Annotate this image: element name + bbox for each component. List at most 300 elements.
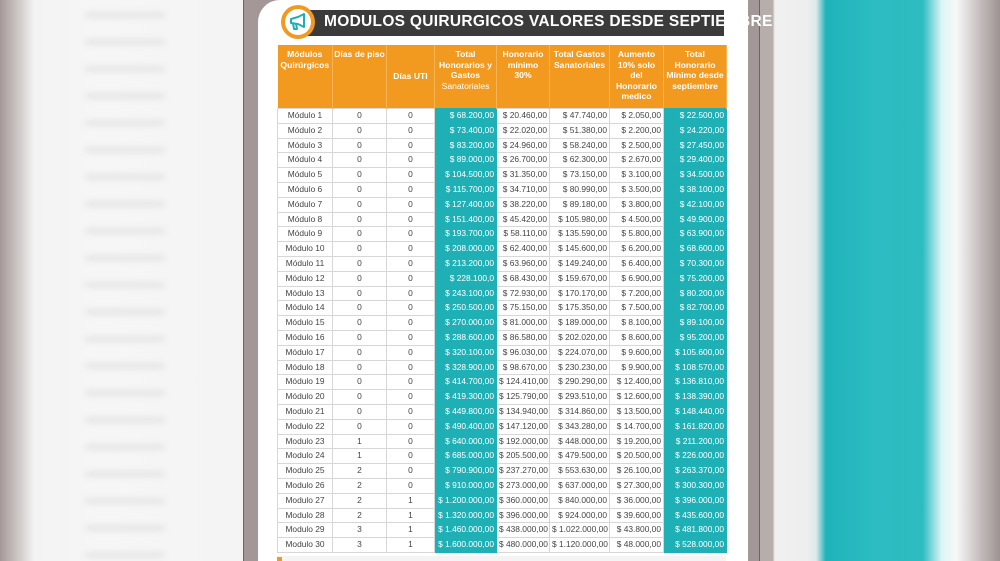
cell-total-gastos: $ 170.170,00 (550, 286, 610, 301)
cell-aumento: $ 39.600,00 (610, 508, 664, 523)
cell-modulo: Modulo 21 (278, 404, 333, 419)
cell-total-gastos: $ 1.120.000,00 (550, 538, 610, 553)
cell-dias-piso: 2 (333, 508, 387, 523)
table-row (278, 301, 727, 316)
cell-honorario-minimo: $ 26.700,00 (497, 153, 550, 168)
cell-total-honorarios: $ 83.200,00 (435, 138, 497, 153)
cell-dias-uti: 0 (387, 360, 435, 375)
table-row (278, 478, 727, 493)
cell-dias-piso: 0 (333, 227, 387, 242)
cell-honorario-minimo: $ 72.930,00 (497, 286, 550, 301)
cell-total-honorario-minimo: $ 27.450,00 (664, 138, 727, 153)
blurred-row (85, 12, 165, 18)
cell-total-honorario-minimo: $ 211.200,00 (664, 434, 727, 449)
cell-total-honorario-minimo: $ 38.100,00 (664, 182, 727, 197)
cell-dias-uti: 0 (387, 286, 435, 301)
cell-total-honorario-minimo: $ 136.810,00 (664, 375, 727, 390)
cell-total-gastos: $ 924.000,00 (550, 508, 610, 523)
cell-modulo: Modulo 25 (278, 464, 333, 479)
cell-modulo: Modulo 30 (278, 538, 333, 553)
cell-modulo: Módulo 5 (278, 168, 333, 183)
cell-total-honorario-minimo: $ 63.900,00 (664, 227, 727, 242)
header-honorario-minimo: Honorario mínimo 30% (497, 45, 550, 109)
cell-dias-uti: 0 (387, 464, 435, 479)
blurred-row (85, 444, 165, 450)
blurred-background-right (758, 0, 1000, 561)
cell-honorario-minimo: $ 124.410,00 (497, 375, 550, 390)
cell-total-honorario-minimo: $ 80.200,00 (664, 286, 727, 301)
cell-aumento: $ 12.400,00 (610, 375, 664, 390)
cell-dias-piso: 0 (333, 212, 387, 227)
cell-modulo: Modulo 23 (278, 434, 333, 449)
cell-honorario-minimo: $ 192.000,00 (497, 434, 550, 449)
cell-honorario-minimo: $ 31.350,00 (497, 168, 550, 183)
cell-aumento: $ 2.500,00 (610, 138, 664, 153)
cell-honorario-minimo: $ 205.500,00 (497, 449, 550, 464)
cell-honorario-minimo: $ 34.710,00 (497, 182, 550, 197)
blurred-row (85, 525, 165, 531)
cell-total-honorarios: $ 213.200,00 (435, 256, 497, 271)
cell-aumento: $ 6.400,00 (610, 256, 664, 271)
table-row (278, 523, 727, 538)
cell-total-honorarios: $ 151.400,00 (435, 212, 497, 227)
cell-dias-uti: 0 (387, 197, 435, 212)
cell-modulo: Modulo 24 (278, 449, 333, 464)
blurred-row (85, 417, 165, 423)
cell-dias-uti: 1 (387, 508, 435, 523)
footer-strip (277, 556, 726, 561)
blurred-row (85, 228, 165, 234)
cell-total-honorario-minimo: $ 435.600,00 (664, 508, 727, 523)
cell-aumento: $ 9.600,00 (610, 345, 664, 360)
cell-honorario-minimo: $ 63.960,00 (497, 256, 550, 271)
cell-dias-piso: 2 (333, 478, 387, 493)
cell-total-honorarios: $ 1.200.000,00 (435, 493, 497, 508)
blurred-row (85, 390, 165, 396)
cell-total-honorarios: $ 250.500,00 (435, 301, 497, 316)
header-modulos: Módulos Quirúrgicos (278, 45, 333, 109)
cell-total-gastos: $ 479.500,00 (550, 449, 610, 464)
cell-dias-piso: 0 (333, 360, 387, 375)
cell-total-honorarios: $ 288.600,00 (435, 330, 497, 345)
table-row (278, 345, 727, 360)
cell-total-honorario-minimo: $ 24.220,00 (664, 123, 727, 138)
table-row (278, 508, 727, 523)
cell-dias-piso: 2 (333, 464, 387, 479)
cell-total-honorario-minimo: $ 226.000,00 (664, 449, 727, 464)
cell-aumento: $ 7.500,00 (610, 301, 664, 316)
cell-total-honorarios: $ 1.320.000,00 (435, 508, 497, 523)
cell-honorario-minimo: $ 125.790,00 (497, 390, 550, 405)
cell-dias-uti: 0 (387, 109, 435, 124)
cell-modulo: Módulo 14 (278, 301, 333, 316)
blurred-row (85, 201, 165, 207)
modules-table (277, 45, 727, 553)
cell-total-gastos: $ 135.590,00 (550, 227, 610, 242)
cell-total-honorarios: $ 910.000,00 (435, 478, 497, 493)
cell-aumento: $ 5.800,00 (610, 227, 664, 242)
cell-total-honorarios: $ 127.400,00 (435, 197, 497, 212)
blurred-row (85, 255, 165, 261)
cell-total-gastos: $ 58.240,00 (550, 138, 610, 153)
cell-total-honorarios: $ 115.700,00 (435, 182, 497, 197)
cell-dias-uti: 0 (387, 478, 435, 493)
cell-total-gastos: $ 293.510,00 (550, 390, 610, 405)
blurred-row (85, 498, 165, 504)
cell-total-gastos: $ 89.180,00 (550, 197, 610, 212)
cell-modulo: Modulo 29 (278, 523, 333, 538)
cell-dias-piso: 1 (333, 449, 387, 464)
cell-total-honorarios: $ 414.700,00 (435, 375, 497, 390)
cell-modulo: Módulo 18 (278, 360, 333, 375)
blurred-row (85, 66, 165, 72)
cell-total-gastos: $ 149.240,00 (550, 256, 610, 271)
cell-total-honorarios: $ 208.000,00 (435, 242, 497, 257)
cell-aumento: $ 26.100,00 (610, 464, 664, 479)
cell-modulo: Módulo 2 (278, 123, 333, 138)
cell-modulo: Módulo 17 (278, 345, 333, 360)
blurred-row (85, 147, 165, 153)
cell-total-honorarios: $ 1.600.000,00 (435, 538, 497, 553)
cell-dias-uti: 0 (387, 182, 435, 197)
table-row (278, 271, 727, 286)
cell-modulo: Módulo 4 (278, 153, 333, 168)
table-row (278, 375, 727, 390)
cell-modulo: Módulo 12 (278, 271, 333, 286)
cell-modulo: Módulo 13 (278, 286, 333, 301)
megaphone-icon (281, 5, 315, 39)
table-row (278, 493, 727, 508)
table-row (278, 197, 727, 212)
cell-dias-piso: 0 (333, 301, 387, 316)
cell-total-gastos: $ 314.860,00 (550, 404, 610, 419)
cell-honorario-minimo: $ 237.270,00 (497, 464, 550, 479)
cell-aumento: $ 6.900,00 (610, 271, 664, 286)
blurred-row (85, 120, 165, 126)
header-total-honorarios-line2: Sanatoriales (441, 80, 490, 91)
header-total-honorario-minimo: Total Honorario Mínimo desde septiembre (664, 45, 727, 109)
cell-honorario-minimo: $ 480.000,00 (497, 538, 550, 553)
cell-modulo: Módulo 19 (278, 375, 333, 390)
cell-total-honorarios: $ 193.700,00 (435, 227, 497, 242)
cell-dias-uti: 0 (387, 330, 435, 345)
cell-total-gastos: $ 175.350,00 (550, 301, 610, 316)
cell-aumento: $ 3.100,00 (610, 168, 664, 183)
cell-aumento: $ 27.300,00 (610, 478, 664, 493)
cell-total-honorario-minimo: $ 396.000,00 (664, 493, 727, 508)
cell-total-honorario-minimo: $ 481.800,00 (664, 523, 727, 538)
cell-dias-piso: 1 (333, 434, 387, 449)
cell-total-honorarios: $ 270.000,00 (435, 316, 497, 331)
table-row (278, 316, 727, 331)
cell-dias-piso: 0 (333, 138, 387, 153)
cell-dias-piso: 0 (333, 330, 387, 345)
cell-total-gastos: $ 290.290,00 (550, 375, 610, 390)
cell-aumento: $ 48.000,00 (610, 538, 664, 553)
cell-dias-piso: 0 (333, 345, 387, 360)
cell-total-honorario-minimo: $ 148.440,00 (664, 404, 727, 419)
cell-total-gastos: $ 105.980,00 (550, 212, 610, 227)
cell-total-gastos: $ 159.670,00 (550, 271, 610, 286)
cell-dias-piso: 2 (333, 493, 387, 508)
table-row (278, 212, 727, 227)
cell-dias-uti: 0 (387, 434, 435, 449)
cell-aumento: $ 12.600,00 (610, 390, 664, 405)
cell-modulo: Modulo 28 (278, 508, 333, 523)
cell-aumento: $ 6.200,00 (610, 242, 664, 257)
cell-total-honorarios: $ 790.900,00 (435, 464, 497, 479)
blurred-row (85, 282, 165, 288)
cell-dias-piso: 0 (333, 153, 387, 168)
cell-modulo: Módulo 6 (278, 182, 333, 197)
cell-honorario-minimo: $ 58.110,00 (497, 227, 550, 242)
header-total-honorarios-line1: Total Honorarios y Gastos (438, 49, 492, 80)
cell-modulo: Modulo 26 (278, 478, 333, 493)
blurred-row (85, 174, 165, 180)
cell-modulo: Módulo 1 (278, 109, 333, 124)
cell-dias-piso: 3 (333, 523, 387, 538)
cell-total-gastos: $ 230.230,00 (550, 360, 610, 375)
table-row (278, 286, 727, 301)
table-row (278, 538, 727, 553)
cell-dias-uti: 0 (387, 301, 435, 316)
cell-honorario-minimo: $ 38.220,00 (497, 197, 550, 212)
cell-aumento: $ 19.200,00 (610, 434, 664, 449)
cell-honorario-minimo: $ 134.940,00 (497, 404, 550, 419)
cell-total-honorario-minimo: $ 161.820,00 (664, 419, 727, 434)
cell-dias-uti: 0 (387, 153, 435, 168)
cell-honorario-minimo: $ 81.000,00 (497, 316, 550, 331)
cell-dias-uti: 0 (387, 256, 435, 271)
table-header-row (278, 45, 727, 109)
cell-total-gastos: $ 840.000,00 (550, 493, 610, 508)
cell-dias-uti: 1 (387, 493, 435, 508)
cell-aumento: $ 8.600,00 (610, 330, 664, 345)
cell-dias-uti: 0 (387, 242, 435, 257)
cell-honorario-minimo: $ 98.670,00 (497, 360, 550, 375)
table-row (278, 153, 727, 168)
cell-total-honorarios: $ 228.100,0 (435, 271, 497, 286)
table-row (278, 390, 727, 405)
cell-modulo: Módulo 20 (278, 390, 333, 405)
table-body (278, 109, 727, 553)
cell-dias-piso: 0 (333, 404, 387, 419)
cell-dias-piso: 0 (333, 390, 387, 405)
cell-modulo: Módulo 8 (278, 212, 333, 227)
table-row (278, 256, 727, 271)
cell-aumento: $ 3.800,00 (610, 197, 664, 212)
cell-total-honorarios: $ 449.800,00 (435, 404, 497, 419)
cell-total-honorario-minimo: $ 89.100,00 (664, 316, 727, 331)
cell-total-gastos: $ 73.150,00 (550, 168, 610, 183)
blurred-row (85, 471, 165, 477)
table-row (278, 168, 727, 183)
cell-total-gastos: $ 202.020,00 (550, 330, 610, 345)
cell-aumento: $ 2.200,00 (610, 123, 664, 138)
cell-honorario-minimo: $ 360.000,00 (497, 493, 550, 508)
cell-total-gastos: $ 189.000,00 (550, 316, 610, 331)
cell-total-honorario-minimo: $ 82.700,00 (664, 301, 727, 316)
cell-aumento: $ 2.670,00 (610, 153, 664, 168)
cell-total-honorario-minimo: $ 49.900,00 (664, 212, 727, 227)
cell-dias-piso: 0 (333, 123, 387, 138)
cell-modulo: Módulo 10 (278, 242, 333, 257)
cell-honorario-minimo: $ 273.000,00 (497, 478, 550, 493)
table-row (278, 434, 727, 449)
cell-aumento: $ 14.700,00 (610, 419, 664, 434)
cell-honorario-minimo: $ 24.960,00 (497, 138, 550, 153)
cell-modulo: Modulo 22 (278, 419, 333, 434)
cell-honorario-minimo: $ 396.000,00 (497, 508, 550, 523)
cell-total-gastos: $ 1.022.000,00 (550, 523, 610, 538)
cell-honorario-minimo: $ 62.400,00 (497, 242, 550, 257)
cell-aumento: $ 2.050,00 (610, 109, 664, 124)
table-row (278, 138, 727, 153)
cell-honorario-minimo: $ 147.120,00 (497, 419, 550, 434)
cell-honorario-minimo: $ 438.000,00 (497, 523, 550, 538)
cell-dias-uti: 0 (387, 212, 435, 227)
cell-aumento: $ 4.500,00 (610, 212, 664, 227)
cell-dias-uti: 0 (387, 271, 435, 286)
cell-dias-piso: 0 (333, 182, 387, 197)
cell-dias-uti: 0 (387, 168, 435, 183)
blurred-row (85, 363, 165, 369)
cell-total-honorarios: $ 490.400,00 (435, 419, 497, 434)
header-dias-uti: Días UTI (387, 45, 435, 109)
blurred-row (85, 309, 165, 315)
cell-total-gastos: $ 224.070,00 (550, 345, 610, 360)
cell-total-honorarios: $ 243.100,00 (435, 286, 497, 301)
cell-honorario-minimo: $ 22.020,00 (497, 123, 550, 138)
cell-dias-piso: 0 (333, 168, 387, 183)
cell-modulo: Módulo 15 (278, 316, 333, 331)
cell-honorario-minimo: $ 20.460,00 (497, 109, 550, 124)
cell-total-honorarios: $ 89.000,00 (435, 153, 497, 168)
cell-total-honorario-minimo: $ 68.600,00 (664, 242, 727, 257)
cell-dias-piso: 0 (333, 242, 387, 257)
cell-modulo: Módulo 11 (278, 256, 333, 271)
page-title: MODULOS QUIRURGICOS VALORES DESDE SEPTIEMBRE (324, 13, 773, 30)
cell-dias-piso: 0 (333, 375, 387, 390)
cell-dias-uti: 0 (387, 449, 435, 464)
cell-dias-uti: 0 (387, 404, 435, 419)
cell-total-gastos: $ 343.280,00 (550, 419, 610, 434)
cell-total-gastos: $ 145.600,00 (550, 242, 610, 257)
cell-modulo: Módulo 9 (278, 227, 333, 242)
cell-aumento: $ 7.200,00 (610, 286, 664, 301)
cell-total-honorario-minimo: $ 138.390,00 (664, 390, 727, 405)
cell-total-honorarios: $ 419.300,00 (435, 390, 497, 405)
cell-total-gastos: $ 80.990,00 (550, 182, 610, 197)
table-row (278, 464, 727, 479)
cell-honorario-minimo: $ 86.580,00 (497, 330, 550, 345)
cell-dias-uti: 0 (387, 419, 435, 434)
header-aumento: Aumento 10% solo del Honorario medico (610, 45, 664, 109)
blurred-row (85, 39, 165, 45)
cell-honorario-minimo: $ 75.150,00 (497, 301, 550, 316)
blurred-background-left (0, 0, 245, 561)
cell-dias-uti: 1 (387, 523, 435, 538)
table-row (278, 123, 727, 138)
cell-total-gastos: $ 51.380,00 (550, 123, 610, 138)
cell-total-honorario-minimo: $ 105.600,00 (664, 345, 727, 360)
cell-dias-uti: 0 (387, 345, 435, 360)
cell-total-gastos: $ 553.630,00 (550, 464, 610, 479)
header-total-honorarios (435, 45, 497, 109)
cell-dias-uti: 1 (387, 538, 435, 553)
cell-total-honorario-minimo: $ 75.200,00 (664, 271, 727, 286)
table-row (278, 109, 727, 124)
cell-total-gastos: $ 47.740,00 (550, 109, 610, 124)
cell-total-honorarios: $ 68.200,00 (435, 109, 497, 124)
cell-total-gastos: $ 637.000,00 (550, 478, 610, 493)
header-dias-piso: Días de piso (333, 45, 387, 109)
cell-total-honorario-minimo: $ 300.300,00 (664, 478, 727, 493)
cell-total-honorarios: $ 685.000,00 (435, 449, 497, 464)
cell-total-honorarios: $ 640.000,00 (435, 434, 497, 449)
header-total-gastos: Total Gastos Sanatoriales (550, 45, 610, 109)
table-row (278, 330, 727, 345)
cell-dias-piso: 0 (333, 286, 387, 301)
cell-dias-piso: 0 (333, 271, 387, 286)
blurred-row (85, 336, 165, 342)
blurred-row (85, 552, 165, 558)
cell-total-honorarios: $ 73.400,00 (435, 123, 497, 138)
table-row (278, 227, 727, 242)
cell-total-honorario-minimo: $ 108.570,00 (664, 360, 727, 375)
cell-dias-piso: 0 (333, 256, 387, 271)
cell-honorario-minimo: $ 45.420,00 (497, 212, 550, 227)
cell-honorario-minimo: $ 68.430,00 (497, 271, 550, 286)
cell-total-honorarios: $ 320.100,00 (435, 345, 497, 360)
cell-aumento: $ 36.000,00 (610, 493, 664, 508)
cell-total-gastos: $ 448.000,00 (550, 434, 610, 449)
cell-dias-uti: 0 (387, 123, 435, 138)
cell-dias-uti: 0 (387, 390, 435, 405)
cell-dias-piso: 0 (333, 316, 387, 331)
cell-aumento: $ 3.500,00 (610, 182, 664, 197)
cell-aumento: $ 8.100,00 (610, 316, 664, 331)
table-row (278, 242, 727, 257)
cell-aumento: $ 9.900,00 (610, 360, 664, 375)
cell-total-honorario-minimo: $ 263.370,00 (664, 464, 727, 479)
cell-total-honorario-minimo: $ 70.300,00 (664, 256, 727, 271)
table-row (278, 404, 727, 419)
cell-total-honorarios: $ 104.500,00 (435, 168, 497, 183)
cell-dias-piso: 0 (333, 109, 387, 124)
cell-modulo: Modulo 27 (278, 493, 333, 508)
cell-aumento: $ 13.500,00 (610, 404, 664, 419)
cell-dias-uti: 0 (387, 316, 435, 331)
table-row (278, 182, 727, 197)
cell-total-honorario-minimo: $ 29.400,00 (664, 153, 727, 168)
cell-dias-piso: 0 (333, 197, 387, 212)
cell-modulo: Módulo 7 (278, 197, 333, 212)
cell-honorario-minimo: $ 96.030,00 (497, 345, 550, 360)
cell-dias-uti: 0 (387, 375, 435, 390)
cell-modulo: Módulo 16 (278, 330, 333, 345)
cell-total-honorario-minimo: $ 528.000,00 (664, 538, 727, 553)
cell-aumento: $ 43.800,00 (610, 523, 664, 538)
cell-aumento: $ 20.500,00 (610, 449, 664, 464)
table-row (278, 449, 727, 464)
cell-dias-piso: 0 (333, 419, 387, 434)
cell-total-honorario-minimo: $ 22.500,00 (664, 109, 727, 124)
cell-dias-piso: 3 (333, 538, 387, 553)
cell-dias-uti: 0 (387, 227, 435, 242)
cell-dias-uti: 0 (387, 138, 435, 153)
cell-total-honorarios: $ 328.900,00 (435, 360, 497, 375)
